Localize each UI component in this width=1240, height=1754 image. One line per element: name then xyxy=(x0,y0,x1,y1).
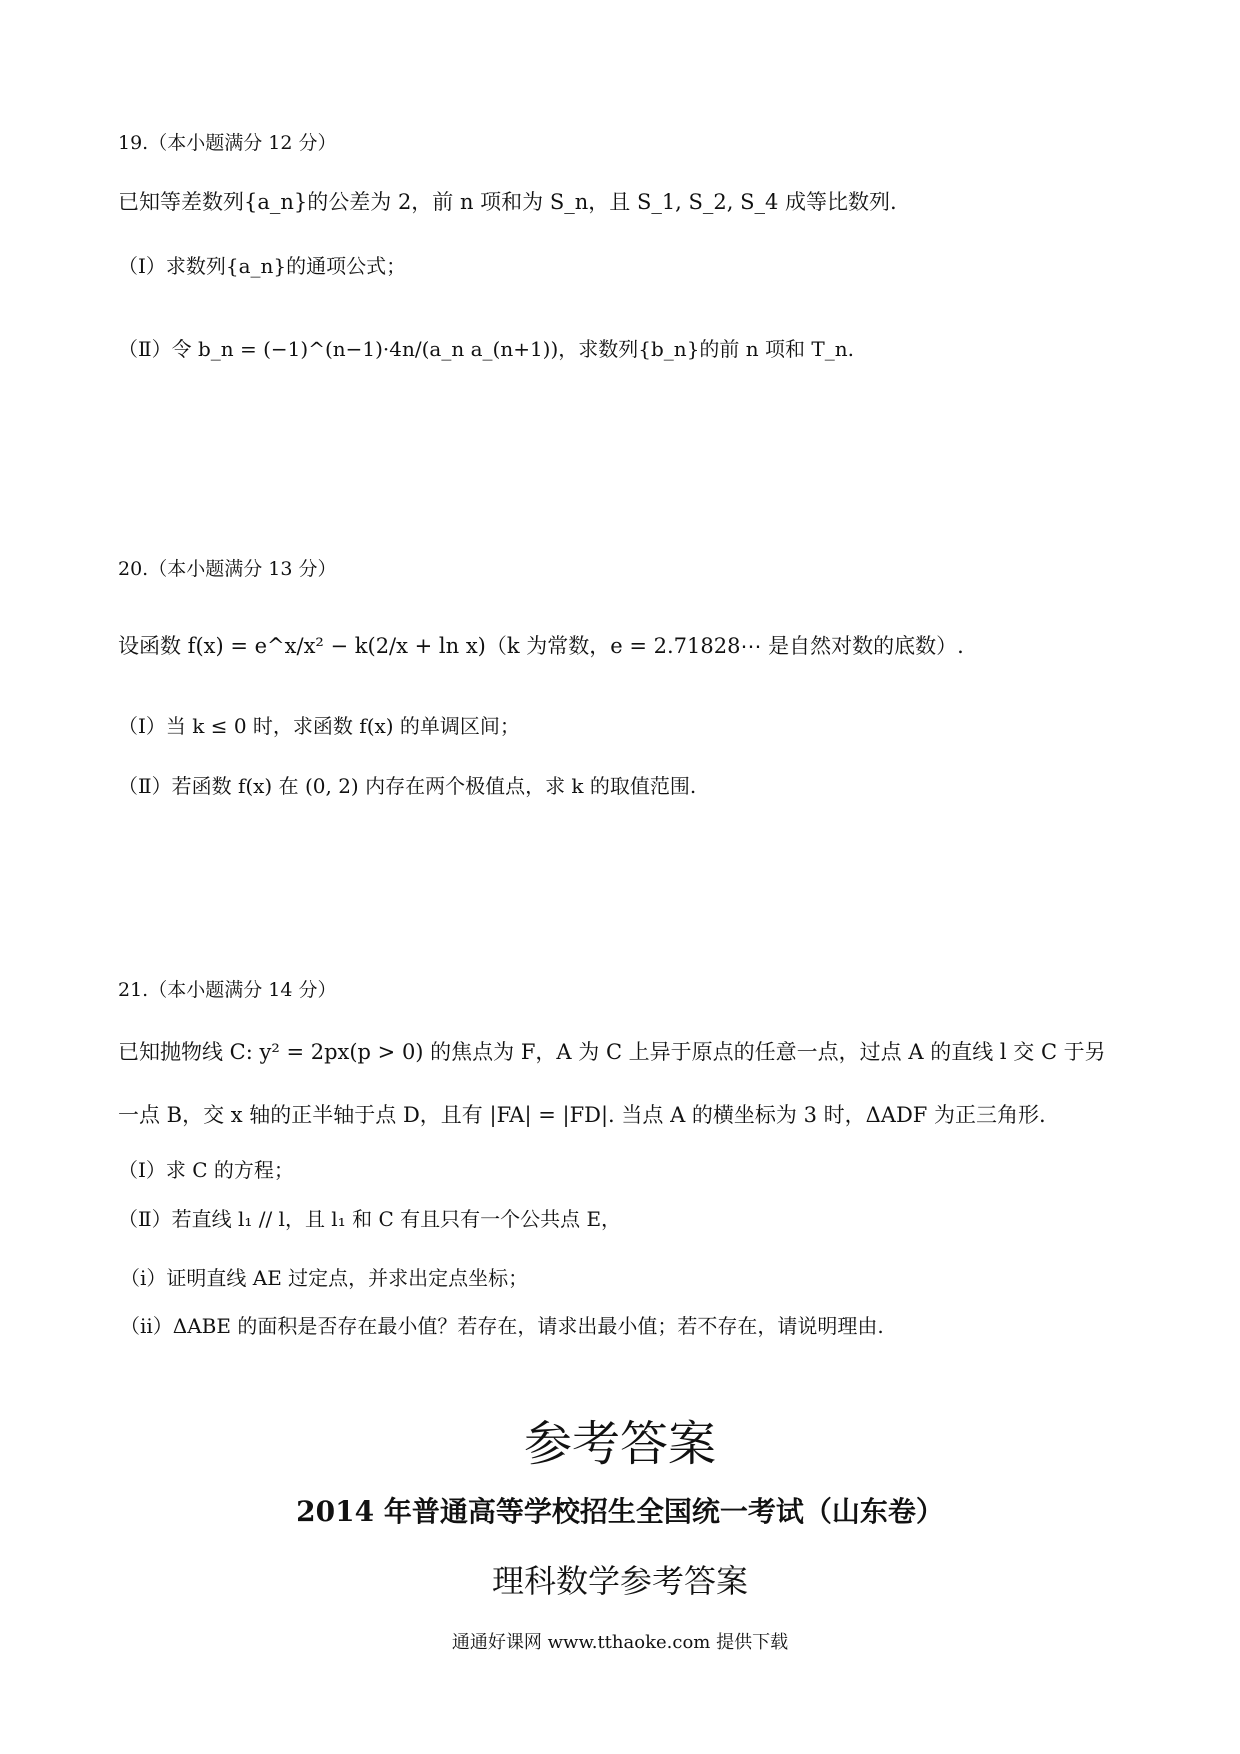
q20-part2: （Ⅱ）若函数 f(x) 在 (0, 2) 内存在两个极值点，求 k 的取值范围. xyxy=(118,774,697,798)
answers-subtitle: 理科数学参考答案 xyxy=(491,1562,748,1600)
q21-part1: （Ⅰ）求 C 的方程； xyxy=(118,1158,294,1182)
q21-part2: （Ⅱ）若直线 l₁ // l，且 l₁ 和 C 有且只有一个公共点 E， xyxy=(118,1207,622,1231)
q19-stem: 已知等差数列{a_n}的公差为 2，前 n 项和为 S_n，且 S_1, S_2, S_4 成等比数列. xyxy=(118,190,897,214)
q20-header: 20.（本小题满分 13 分） xyxy=(118,558,337,580)
footer-watermark: 通通好课网 www.tthaoke.com 提供下载 xyxy=(451,1632,789,1653)
q20-part1: （Ⅰ）当 k ≤ 0 时，求函数 f(x) 的单调区间； xyxy=(118,714,520,738)
q19-header: 19.（本小题满分 12 分） xyxy=(118,132,337,154)
answers-title: 参考答案 xyxy=(523,1416,716,1472)
q21-part2-i: （ⅰ）证明直线 AE 过定点，并求出定点坐标； xyxy=(120,1266,529,1290)
q19-part1: （Ⅰ）求数列{a_n}的通项公式； xyxy=(118,254,407,278)
q21-part2-ii: （ⅱ）ΔABE 的面积是否存在最小值？若存在，请求出最小值；若不存在，请说明理由. xyxy=(120,1314,884,1338)
exam-title: 2014 年普通高等学校招生全国统一考试（山东卷） xyxy=(296,1495,944,1528)
q19-part2: （Ⅱ）令 b_n = (−1)^(n−1)·4n/(a_n a_(n+1))，求数列{b_n}的前 n 项和 T_n. xyxy=(118,337,854,361)
q21-header: 21.（本小题满分 14 分） xyxy=(118,979,337,1001)
q20-stem: 设函数 f(x) = e^x/x² − k(2/x + ln x)（k 为常数，e = 2.71828⋯ 是自然对数的底数）. xyxy=(118,634,964,658)
q21-stem-line1: 已知抛物线 C: y² = 2px(p > 0) 的焦点为 F，A 为 C 上异于原点的任意一点，过点 A 的直线 l 交 C 于另 xyxy=(118,1040,1106,1064)
q21-stem-line2: 一点 B，交 x 轴的正半轴于点 D，且有 |FA| = |FD|. 当点 A 的横坐标为 3 时，ΔADF 为正三角形. xyxy=(118,1103,1046,1127)
